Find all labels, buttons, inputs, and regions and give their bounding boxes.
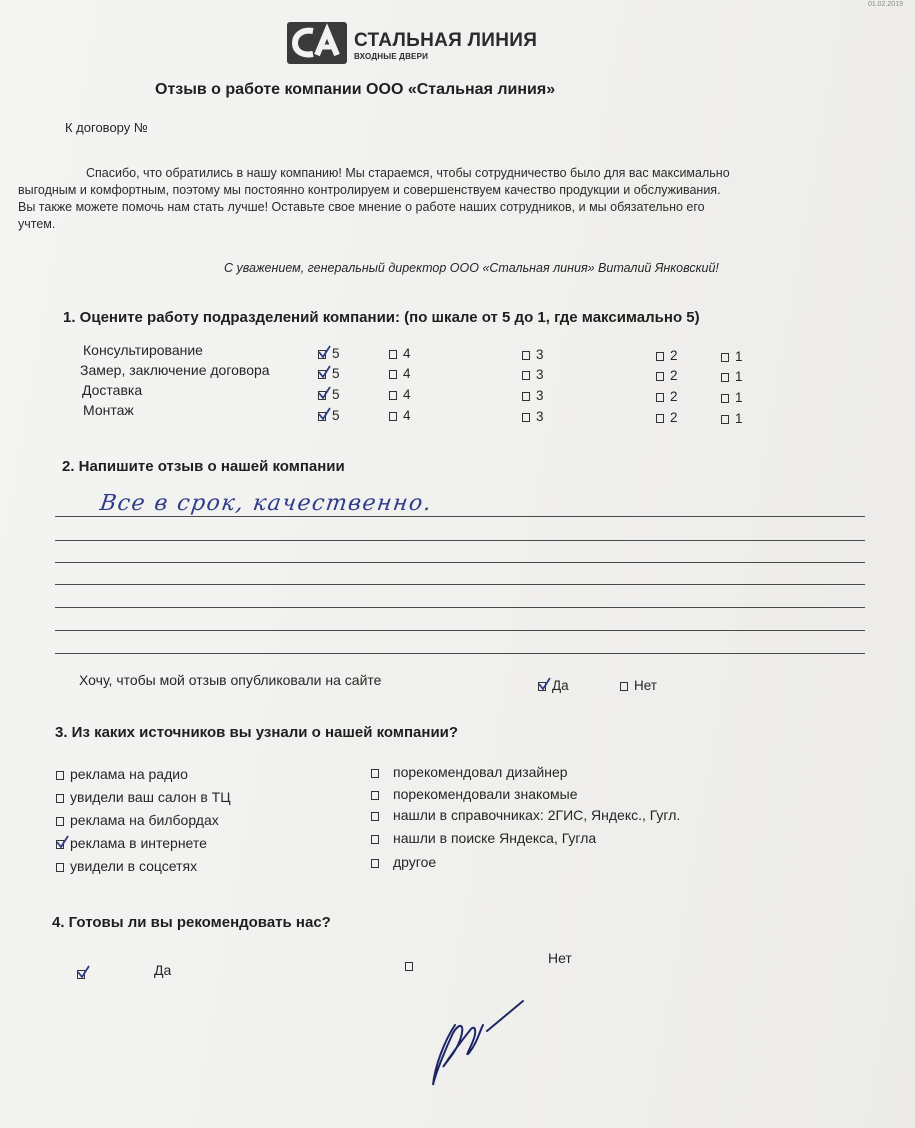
q1-heading: 1. Оцените работу подразделений компании: (по шкале от 5 до 1, где максимально 5) xyxy=(63,309,700,326)
answer-line xyxy=(55,584,865,585)
option-label: реклама в интернете xyxy=(70,835,207,851)
source-option[interactable] xyxy=(371,786,578,802)
rating-option-2[interactable] xyxy=(656,368,678,383)
checkbox[interactable] xyxy=(389,391,397,400)
q4-heading: 4. Готовы ли вы рекомендовать нас? xyxy=(52,914,331,931)
check-mark-icon xyxy=(318,386,332,400)
source-option[interactable] xyxy=(56,789,231,805)
rating-option-5[interactable] xyxy=(318,366,340,381)
source-option[interactable] xyxy=(371,830,596,846)
q2-heading: 2. Напишите отзыв о нашей компании xyxy=(62,458,345,475)
option-label: Да xyxy=(552,678,569,693)
rating-option-4[interactable] xyxy=(389,346,411,361)
form-title: Отзыв о работе компании ООО «Стальная линия» xyxy=(155,81,556,98)
option-label: Нет xyxy=(634,678,657,693)
checkbox[interactable] xyxy=(656,393,664,402)
checkbox[interactable] xyxy=(371,769,379,778)
rating-value: 4 xyxy=(403,346,411,361)
rating-value: 5 xyxy=(332,366,340,381)
checkbox[interactable] xyxy=(389,412,397,421)
option-label: увидели в соцсетях xyxy=(70,858,198,874)
rating-value: 5 xyxy=(332,408,340,423)
rating-value: 2 xyxy=(670,389,678,404)
answer-line xyxy=(55,516,865,517)
checkbox[interactable] xyxy=(405,962,413,971)
logo-brand-text: СТАЛЬНАЯ ЛИНИЯ xyxy=(354,30,538,51)
checkbox[interactable] xyxy=(318,350,326,359)
checkbox[interactable] xyxy=(620,682,628,691)
logo-mark-icon xyxy=(287,22,347,64)
rating-option-3[interactable] xyxy=(522,388,544,403)
checkbox[interactable] xyxy=(318,370,326,379)
answer-line xyxy=(55,540,865,541)
answer-line xyxy=(55,562,865,563)
checkbox[interactable] xyxy=(522,351,530,360)
option-label: нашли в справочниках: 2ГИС, Яндекс., Гугл. xyxy=(393,807,681,823)
checkbox[interactable] xyxy=(371,791,379,800)
source-option[interactable] xyxy=(56,812,219,828)
recommend-no-label: Нет xyxy=(548,950,572,966)
rating-value: 2 xyxy=(670,410,678,425)
checkbox[interactable] xyxy=(721,353,729,362)
rating-value: 2 xyxy=(670,348,678,363)
rating-option-4[interactable] xyxy=(389,408,411,423)
rating-value: 4 xyxy=(403,408,411,423)
recommend-yes-checkbox[interactable] xyxy=(77,966,91,981)
intro-paragraph xyxy=(18,165,903,233)
rating-option-5[interactable] xyxy=(318,387,340,402)
rating-value: 4 xyxy=(403,387,411,402)
checkbox[interactable] xyxy=(56,771,64,780)
q3-heading: 3. Из каких источников вы узнали о нашей компании? xyxy=(55,724,459,741)
customer-signature-icon xyxy=(425,995,535,1095)
checkbox[interactable] xyxy=(318,412,326,421)
checkbox[interactable] xyxy=(56,863,64,872)
rating-option-1[interactable] xyxy=(721,349,743,364)
recommend-no-checkbox[interactable] xyxy=(405,958,419,973)
rating-value: 3 xyxy=(536,409,544,424)
option-label: нашли в поиске Яндекса, Гугла xyxy=(393,830,597,846)
rating-value: 3 xyxy=(536,347,544,362)
rating-option-4[interactable] xyxy=(389,387,411,402)
answer-line xyxy=(55,630,865,631)
checkbox[interactable] xyxy=(522,371,530,380)
rating-option-5[interactable] xyxy=(318,346,340,361)
checkbox[interactable] xyxy=(318,391,326,400)
source-option[interactable] xyxy=(56,766,188,782)
source-option[interactable] xyxy=(56,858,197,874)
option-label: порекомендовали знакомые xyxy=(393,786,578,802)
intro-line: Вы также можете помочь нам стать лучше! Оставьте свое мнение о работе наших сотрудников, и мы обязательно его xyxy=(18,200,705,214)
rating-option-3[interactable] xyxy=(522,347,544,362)
checkbox[interactable] xyxy=(389,350,397,359)
check-mark-icon xyxy=(538,677,552,691)
rating-value: 1 xyxy=(735,390,743,405)
rating-value: 5 xyxy=(332,346,340,361)
rating-value: 1 xyxy=(735,369,743,384)
option-label: другое xyxy=(393,854,437,870)
rating-option-3[interactable] xyxy=(522,367,544,382)
contract-label: К договору № xyxy=(65,120,148,135)
check-mark-icon xyxy=(318,407,332,421)
rating-option-1[interactable] xyxy=(721,369,743,384)
option-label: реклама на билбордах xyxy=(70,812,219,828)
rating-option-4[interactable] xyxy=(389,366,411,381)
checkbox[interactable] xyxy=(77,970,85,979)
check-mark-icon xyxy=(318,345,332,359)
q1-row-label: Замер, заключение договора xyxy=(80,362,270,378)
checkbox[interactable] xyxy=(371,812,379,821)
rating-value: 3 xyxy=(536,367,544,382)
rating-option-2[interactable] xyxy=(656,410,678,425)
checkbox[interactable] xyxy=(371,835,379,844)
q1-row-label: Консультирование xyxy=(83,342,203,358)
q1-row-label: Монтаж xyxy=(83,402,134,418)
checkbox[interactable] xyxy=(389,370,397,379)
checkbox[interactable] xyxy=(56,817,64,826)
publish-consent-label: Хочу, чтобы мой отзыв опубликовали на сайте xyxy=(79,672,382,688)
checkbox[interactable] xyxy=(538,682,546,691)
review-answer-handwritten[interactable]: Все в срок, качественно. xyxy=(98,491,435,516)
option-label: реклама на радио xyxy=(70,766,188,782)
checkbox[interactable] xyxy=(56,794,64,803)
checkbox[interactable] xyxy=(721,415,729,424)
checkbox[interactable] xyxy=(721,373,729,382)
intro-line: Спасибо, что обратились в нашу компанию! Мы стараемся, чтобы сотрудничество было для вас максимально xyxy=(86,166,730,180)
rating-value: 2 xyxy=(670,368,678,383)
q1-row-label: Доставка xyxy=(82,382,143,398)
option-label: порекомендовал дизайнер xyxy=(393,764,568,780)
rating-option-2[interactable] xyxy=(656,389,678,404)
logo-subtitle: ВХОДНЫЕ ДВЕРИ xyxy=(354,52,429,61)
option-label: увидели ваш салон в ТЦ xyxy=(70,789,231,805)
intro-line: учтем. xyxy=(18,217,56,231)
rating-value: 5 xyxy=(332,387,340,402)
answer-line xyxy=(55,653,865,654)
rating-option-1[interactable] xyxy=(721,390,743,405)
rating-value: 4 xyxy=(403,366,411,381)
checkbox[interactable] xyxy=(56,840,64,849)
checkbox[interactable] xyxy=(656,372,664,381)
publish-no-option[interactable] xyxy=(620,678,657,693)
rating-option-5[interactable] xyxy=(318,408,340,423)
source-option[interactable] xyxy=(371,807,680,823)
recommend-yes-label: Да xyxy=(154,962,172,978)
company-logo xyxy=(287,22,547,66)
rating-option-3[interactable] xyxy=(522,409,544,424)
rating-value: 1 xyxy=(735,411,743,426)
checkbox[interactable] xyxy=(721,394,729,403)
date-stamp: 01.02.2019 xyxy=(867,1,903,8)
source-option[interactable] xyxy=(371,764,568,780)
checkbox[interactable] xyxy=(371,859,379,868)
checkbox[interactable] xyxy=(656,352,664,361)
checkbox[interactable] xyxy=(656,414,664,423)
checkbox[interactable] xyxy=(522,413,530,422)
rating-value: 3 xyxy=(536,388,544,403)
director-signature-line: С уважением, генеральный директор ООО «Стальная линия» Виталий Янковский! xyxy=(224,261,719,275)
check-mark-icon xyxy=(56,835,70,849)
rating-value: 1 xyxy=(735,349,743,364)
publish-yes-option[interactable] xyxy=(538,678,569,693)
intro-line: выгодным и комфортным, поэтому мы постоянно контролируем и совершенствуем качество продукции и обслуживания. xyxy=(18,183,721,197)
checkbox[interactable] xyxy=(522,392,530,401)
check-mark-icon xyxy=(77,965,91,979)
source-option[interactable] xyxy=(56,835,207,851)
answer-line xyxy=(55,607,865,608)
rating-option-2[interactable] xyxy=(656,348,678,363)
check-mark-icon xyxy=(318,365,332,379)
source-option[interactable] xyxy=(371,854,436,870)
rating-option-1[interactable] xyxy=(721,411,743,426)
